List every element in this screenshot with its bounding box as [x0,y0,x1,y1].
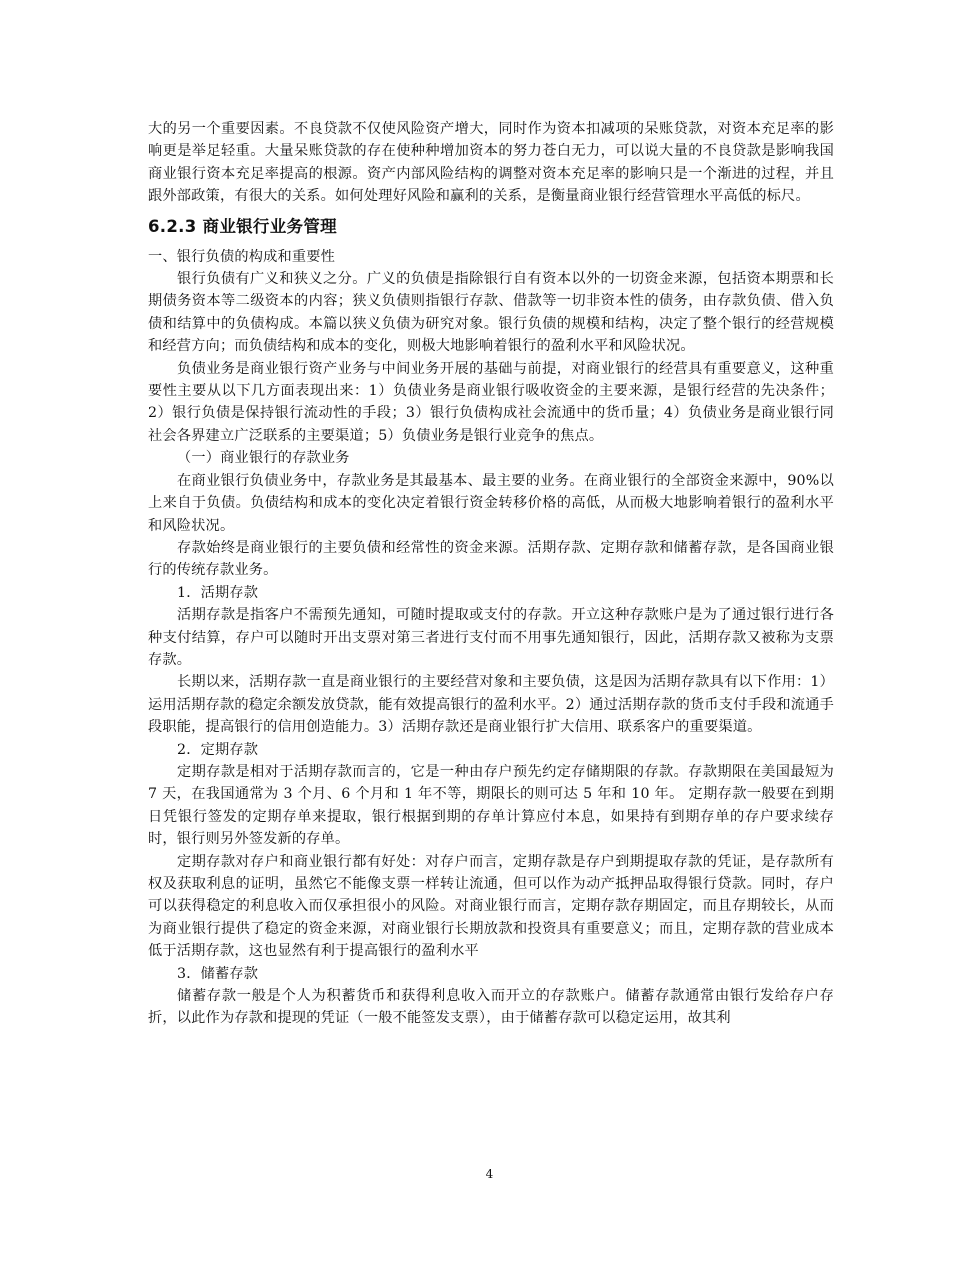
page-number: 4 [485,1167,494,1181]
paragraph-liability-importance: 负债业务是商业银行资产业务与中间业务开展的基础与前提，对商业银行的经营具有重要意义，这种重要性主要从以下几方面表现出来：1）负债业务是商业银行吸收资金的主要来源，是银行经营的先决条件；2）银行负债是保持银行流动性的手段；3）银行负债构成社会流通中的货币量；4）负债业务是商业银行同社会各界建立广泛联系的主要渠道；5）负债业务是银行业竞争的焦点。 [148,360,834,444]
section-heading: 6.2.3 商业银行业务管理 [148,216,337,236]
paragraph-deposit-role: 在商业银行负债业务中，存款业务是其最基本、最主要的业务。在商业银行的全部资金来源中，90%以上来自于负债。负债结构和成本的变化决定着银行资金转移价格的高低，从而极大地影响着银行的盈利水平和风险状况。 [148,472,834,534]
paragraph-liability-definition: 银行负债有广义和狭义之分。广义的负债是指除银行自有资本以外的一切资金来源，包括资本期票和长期债务资本等二级资本的内容；狭义负债则指银行存款、借款等一切非资本性的债务，由存款负债、借入负债和结算中的负债构成。本篇以狭义负债为研究对象。银行负债的规模和结构，决定了整个银行的经营规模和经营方向；而负债结构和成本的变化，则极大地影响着银行的盈利水平和风险状况。 [148,271,834,355]
document-body [148,118,834,1030]
paragraph-time-deposit-definition: 定期存款是相对于活期存款而言的，它是一种由存户预先约定存储期限的存款。存款期限在美国最短为 7 天，在我国通常为 3 个月、6 个月和 1 年不等，期限长的则可达 5 年和 10 年。 定期存款一般要在到期日凭银行签发的定期存单来提取，银行根据到期的存单计算应付本息，如果持有到期存单的存户要求续存时，银行则另外签发新的存单。 [148,763,834,848]
paragraph-demand-deposit-functions: 长期以来，活期存款一直是商业银行的主要经营对象和主要负债，这是因为活期存款具有以下作用：1）运用活期存款的稳定余额发放贷款，能有效提高银行的盈利水平。2）通过活期存款的货币支付手段和流通手段职能，提高银行的信用创造能力。3）活期存款还是商业银行扩大信用、联系客户的重要渠道。 [148,674,834,736]
paragraph-capital-adequacy: 大的另一个重要因素。不良贷款不仅使风险资产增大，同时作为资本扣减项的呆账贷款，对资本充足率的影响更是举足轻重。大量呆账贷款的存在使种种增加资本的努力苍白无力，可以说大量的不良贷款是影响我国商业银行资本充足率提高的根源。资产内部风险结构的调整对资本充足率的影响只是一个渐进的过程，并且跟外部政策，有很大的关系。如何处理好风险和赢利的关系，是衡量商业银行经营管理水平高低的标尺。 [148,121,834,205]
paragraph-deposit-types: 存款始终是商业银行的主要负债和经常性的资金来源。活期存款、定期存款和储蓄存款，是各国商业银行的传统存款业务。 [148,539,834,579]
paragraph-time-deposit-benefits: 定期存款对存户和商业银行都有好处：对存户而言，定期存款是存户到期提取存款的凭证，是存款所有权及获取利息的证明，虽然它不能像支票一样转让流通，但可以作为动产抵押品取得银行贷款。同时，存户可以获得稳定的利息收入而仅承担很小的风险。对商业银行而言，定期存款存期固定，而且存期较长，从而为商业银行提供了稳定的资金来源，对商业银行长期放款和投资具有重要意义；而且，定期存款的营业成本低于活期存款，这也显然有利于提高银行的盈利水平 [148,853,834,960]
item-savings-deposit: 3．储蓄存款 [177,965,259,982]
subheading-deposit-business: （一）商业银行的存款业务 [177,450,350,467]
item-demand-deposit: 1．活期存款 [177,584,259,601]
paragraph-demand-deposit-definition: 活期存款是指客户不需预先通知，可随时提取或支付的存款。开立这种存款账户是为了通过银行进行各种支付结算，存户可以随时开出支票对第三者进行支付而不用事先通知银行，因此，活期存款又被称为支票存款。 [148,607,834,668]
subheading-liabilities: 一、银行负债的构成和重要性 [148,248,336,265]
item-time-deposit: 2．定期存款 [177,741,259,758]
paragraph-savings-deposit: 储蓄存款一般是个人为积蓄货币和获得利息收入而开立的存款账户。储蓄存款通常由银行发给存户存折，以此作为存款和提现的凭证（一般不能签发支票），由于储蓄存款可以稳定运用，故其利 [148,988,834,1027]
